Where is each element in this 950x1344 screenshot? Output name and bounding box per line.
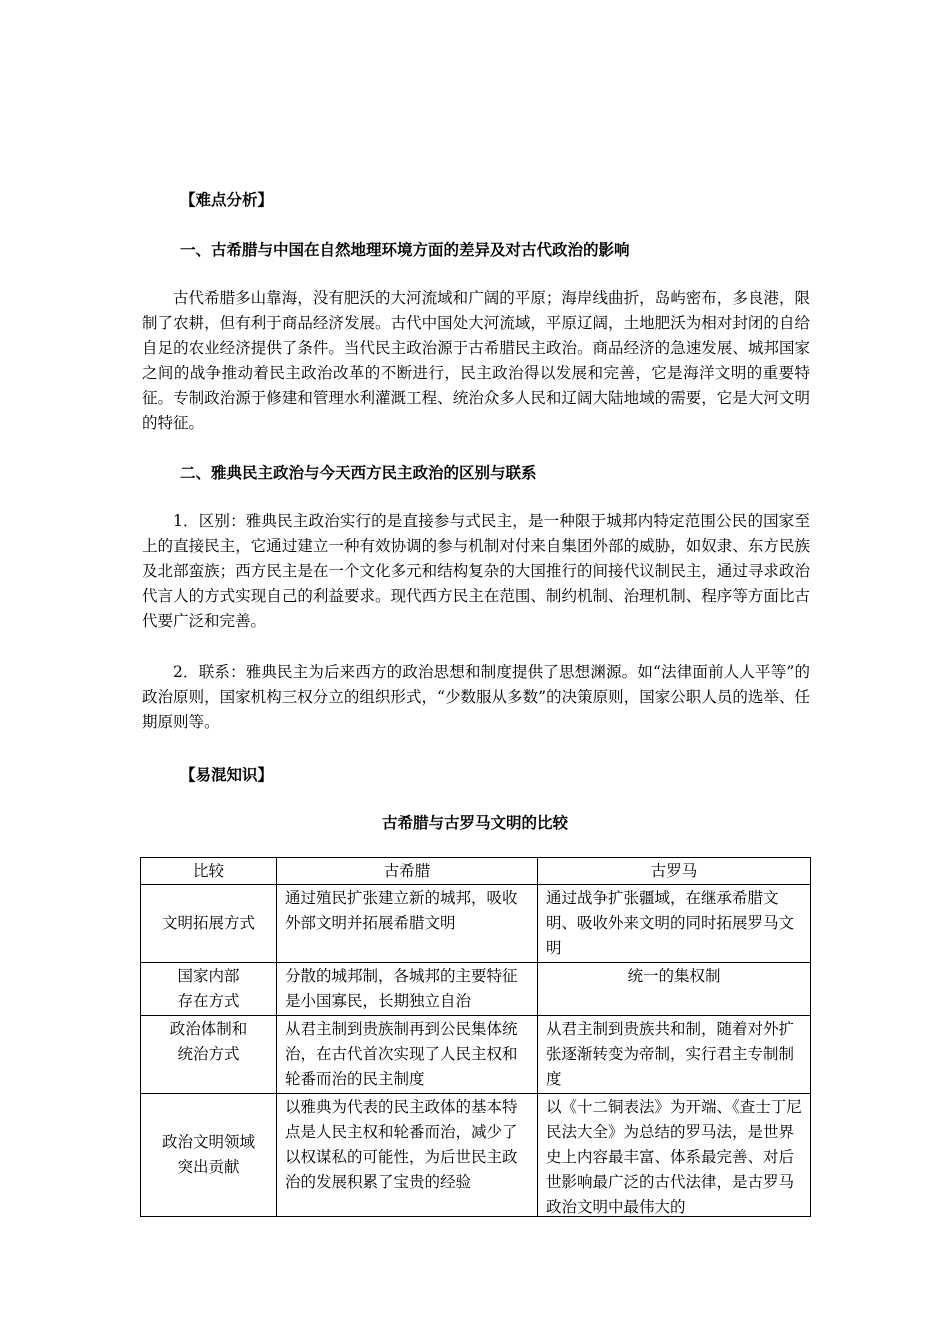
row-label-internal	[141, 963, 277, 1016]
paragraph-geography-text: 古代希腊多山靠海，没有肥沃的大河流域和广阔的平原；海岸线曲折，岛屿密布，多良港，限制了农耕，但有利于商品经济发展。古代中国处大河流域，平原辽阔，土地肥沃为相对封闭的自给自足的农业经济提供了条件。当代民主政治源于古希腊民主政治。商品经济的急速发展、城邦国家之间的战争推动着民主政治改革的不断进行，民主政治得以发展和完善，它是海洋文明的重要特征。专制政治源于修建和管理水利灌溉工程、统治众多人民和辽阔大陆地域的需要，它是大河文明的特征。	[142, 289, 810, 432]
row-label-contribution-line2: 突出贡献	[177, 1158, 240, 1176]
cell-greece-contribution-text: 以雅典为代表的民主政体的基本特点是人民主权和轮番而治，减少了以权谋私的可能性，为后世民主政治的发展积累了宝贵的经验	[285, 1098, 518, 1191]
comparison-table	[140, 857, 811, 1217]
table-row	[141, 1094, 811, 1217]
heading-geography: 一、古希腊与中国在自然地理环境方面的差异及对古代政治的影响	[180, 240, 630, 259]
header-greece: 古希腊	[277, 858, 538, 885]
cell-greece-internal: 分散的城邦制，各城邦的主要特征是小国寡民，长期独立自治	[277, 963, 538, 1016]
paragraph-difference-text: 1．区别：雅典民主政治实行的是直接参与式民主，是一种限于城邦内特定范围公民的国家至上的直接民主，它通过建立一种有效协调的参与机制对付来自集团外部的威胁，如奴隶、东方民族及北部蛮族；西方民主是在一个文化多元和结构复杂的大国推行的间接代议制民主，通过寻求政治代言人的方式实现自己的利益要求。现代西方民主在范围、制约机制、治理机制、程序等方面比古代要广泛和完善。	[142, 512, 810, 630]
row-label-internal-line1: 国家内部	[177, 967, 240, 985]
row-label-internal-line2: 存在方式	[177, 992, 240, 1010]
table-row	[141, 885, 811, 963]
paragraph-connection	[142, 660, 810, 735]
cell-rome-political-system: 从君主制到贵族共和制，随着对外扩张逐渐转变为帝制，实行君主专制制度	[538, 1016, 811, 1094]
cell-greece-contribution	[277, 1094, 538, 1217]
table-row	[141, 1016, 811, 1094]
row-label-contribution-line1: 政治文明领域	[161, 1133, 255, 1151]
row-label-expansion: 文明拓展方式	[141, 885, 277, 963]
cell-rome-contribution-text: 以《十二铜表法》为开端、《查士丁尼民法大全》为总结的罗马法，是世界史上内容最丰富、体系最完善、对后世影响最广泛的古代法律，是古罗马政治文明中最伟大的	[546, 1098, 802, 1215]
cell-rome-internal: 统一的集权制	[538, 963, 811, 1016]
cell-rome-contribution	[538, 1094, 811, 1217]
header-compare: 比较	[141, 858, 277, 885]
heading-democracy: 二、雅典民主政治与今天西方民主政治的区别与联系	[180, 463, 537, 482]
table-header-row	[141, 858, 811, 885]
cell-greece-expansion: 通过殖民扩张建立新的城邦，吸收外部文明并拓展希腊文明	[277, 885, 538, 963]
row-label-contribution	[141, 1094, 277, 1217]
paragraph-difference	[142, 509, 810, 634]
paragraph-connection-text: 2．联系：雅典民主为后来西方的政治思想和制度提供了思想渊源。如“法律面前人人平等”的政治原则，国家机构三权分立的组织形式，“少数服从多数”的决策原则，国家公职人员的选举、任期原则等。	[142, 663, 810, 731]
paragraph-geography	[142, 286, 810, 436]
row-label-political-system	[141, 1016, 277, 1094]
section-title-difficulty: 【难点分析】	[180, 190, 274, 209]
table-row	[141, 963, 811, 1016]
cell-greece-political-system: 从君主制到贵族制再到公民集体统治，在古代首次实现了人民主权和轮番而治的民主制度	[277, 1016, 538, 1094]
row-label-political-system-line2: 统治方式	[177, 1045, 240, 1063]
section-title-confusing: 【易混知识】	[180, 765, 274, 784]
cell-rome-expansion: 通过战争扩张疆域，在继承希腊文明、吸收外来文明的同时拓展罗马文明	[538, 885, 811, 963]
header-rome: 古罗马	[538, 858, 811, 885]
row-label-political-system-line1: 政治体制和	[169, 1020, 248, 1038]
table-title: 古希腊与古罗马文明的比较	[381, 813, 568, 832]
